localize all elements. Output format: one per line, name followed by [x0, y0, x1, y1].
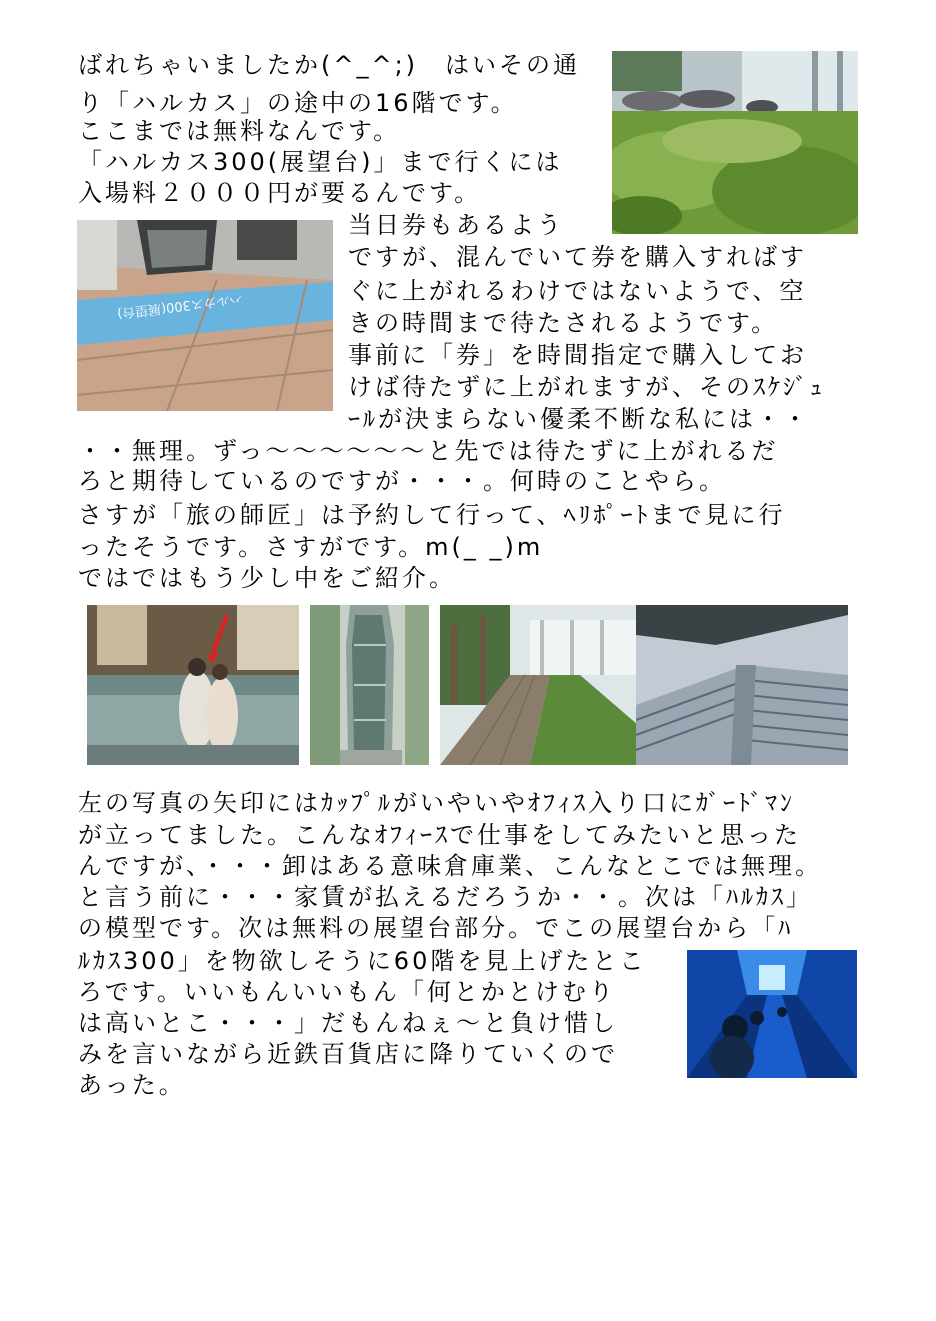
text-line: ったそうです。さすがです。m(_ _)m	[78, 533, 544, 561]
building-facade-photo	[636, 605, 848, 765]
text-line: けば待たずに上がれますが、そのｽｹｼﾞｭ	[348, 373, 825, 401]
floor-sign-photo	[77, 220, 333, 411]
text-line: ｰﾙが決まらない優柔不断な私には・・	[348, 405, 810, 433]
text-line: ばれちゃいましたか(^_^;) はいその通	[78, 51, 581, 79]
blue-escalator-photo	[687, 950, 857, 1078]
text-line: ・・無理。ずっ～～～～～～と先では待たずに上がれるだ	[78, 437, 779, 465]
rooftop-garden-photo	[612, 51, 858, 234]
text-line: 当日券もあるよう	[348, 211, 564, 239]
text-line: 左の写真の矢印にはｶｯﾌﾟﾙがいやいやｵﾌｨｽ入り口にｶﾞｰﾄﾞﾏﾝ	[78, 789, 795, 817]
text-line: ですが、混んでいて券を購入すればす	[348, 243, 807, 271]
text-line: ﾙｶｽ300」を物欲しそうに60階を見上げたとこ	[78, 947, 647, 975]
text-line: ではではもう少し中をご紹介。	[78, 564, 456, 592]
text-line: の模型です。次は無料の展望台部分。でこの展望台から「ﾊ	[78, 914, 794, 942]
observation-deck-photo	[440, 605, 638, 765]
text-line: り「ハルカス」の途中の16階です。	[78, 89, 518, 117]
floor-sign-text: ハルカス300(展望台)	[116, 290, 244, 321]
text-line: んですが、・・・卸はある意味倉庫業、こんなとこでは無理。	[78, 852, 822, 880]
text-line: あった。	[78, 1071, 186, 1099]
text-line: ここまでは無料なんです。	[78, 117, 401, 145]
text-line: ぐに上がれるわけではないようで、空	[348, 277, 807, 305]
text-line: ろと期待しているのですが・・・。何時のことやら。	[78, 467, 726, 495]
text-line: 「ハルカス300(展望台)」まで行くには	[78, 148, 563, 176]
text-line: ろです。いいもんいいもん「何とかとけむり	[78, 978, 616, 1006]
office-entrance-photo	[87, 605, 299, 765]
text-line: きの時間まで待たされるようです。	[348, 309, 779, 337]
text-line: さすが「旅の師匠」は予約して行って、ﾍﾘﾎﾟｰﾄまで見に行	[78, 501, 786, 529]
text-line: は高いとこ・・・」だもんねぇ～と負け惜し	[78, 1009, 618, 1037]
text-line: 事前に「券」を時間指定で購入してお	[348, 341, 807, 369]
text-line: みを言いながら近鉄百貨店に降りていくので	[78, 1040, 618, 1068]
text-line: 入場料２０００円が要るんです。	[78, 179, 482, 207]
text-line: が立ってました。こんなｵﾌｨｰｽで仕事をしてみたいと思った	[78, 821, 801, 849]
building-model-photo	[310, 605, 429, 765]
text-line: と言う前に・・・家賃が払えるだろうか・・。次は「ﾊﾙｶｽ」	[78, 883, 813, 911]
